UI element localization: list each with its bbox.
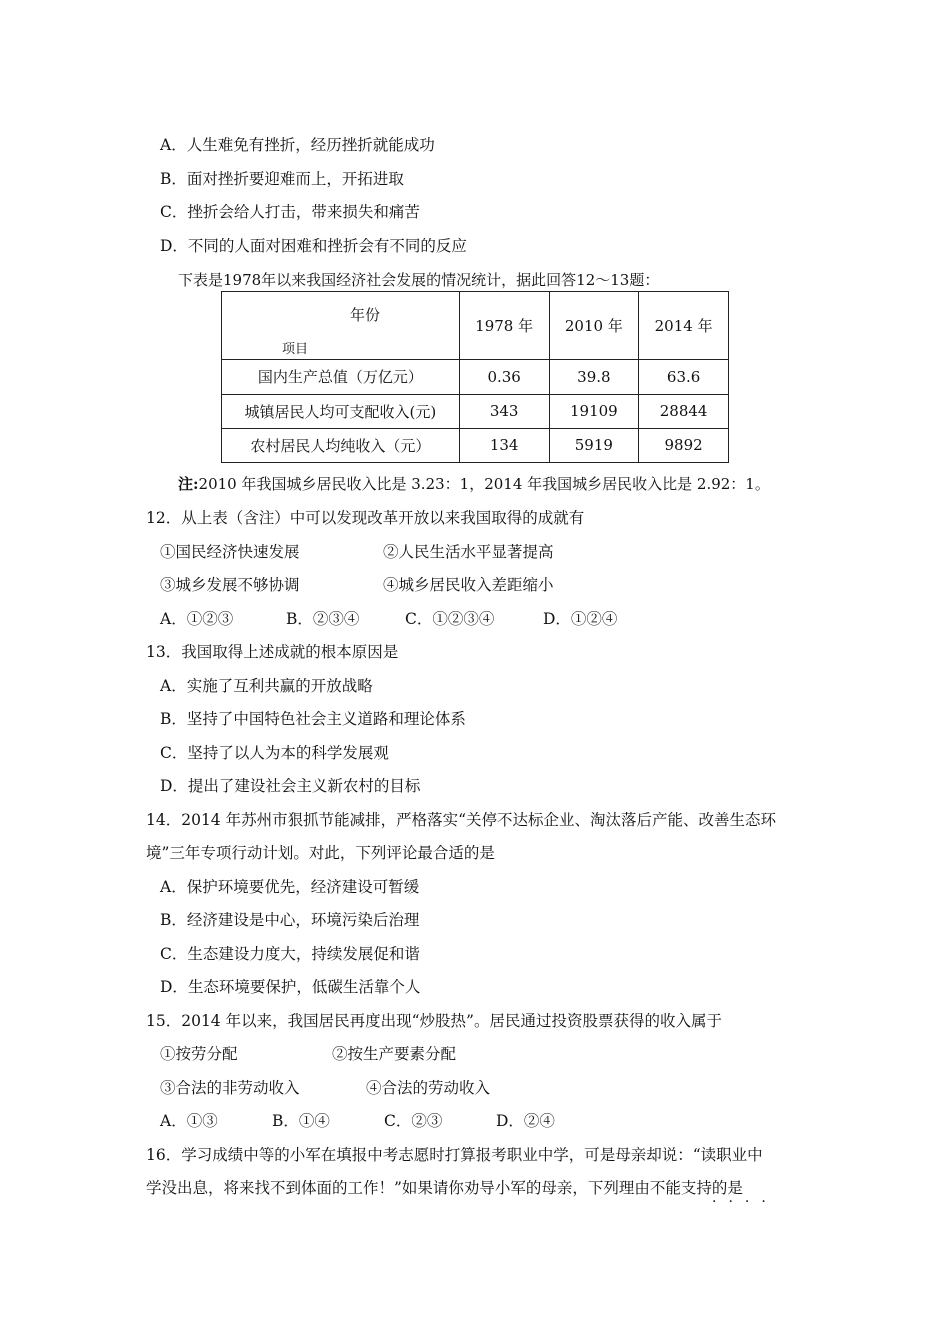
q15-stem: 15．2014 年以来，我国居民再度出现“炒股热”。居民通过投资股票获得的收入属于 bbox=[146, 1012, 722, 1030]
q13-option-a: A．实施了互利共赢的开放战略 bbox=[160, 677, 373, 695]
q11-option-d: D．不同的人面对困难和挫折会有不同的反应 bbox=[160, 237, 467, 255]
row-label: 农村居民人均纯收入（元） bbox=[222, 428, 460, 462]
table-row bbox=[222, 394, 729, 428]
q12-choice-d: D．①②④ bbox=[543, 610, 618, 628]
note-label: 注: bbox=[178, 475, 199, 493]
q14-option-a: A．保护环境要优先，经济建设可暂缓 bbox=[160, 878, 420, 896]
q13-option-c: C．坚持了以人为本的科学发展观 bbox=[160, 744, 389, 762]
q12-choice-b: B．②③④ bbox=[286, 610, 360, 628]
q11-option-a: A．人生难免有挫折，经历挫折就能成功 bbox=[160, 136, 435, 154]
q16-stem-line2: 学没出息，将来找不到体面的工作！”如果请你劝导小军的母亲，下列理由不能支持的是 bbox=[146, 1179, 743, 1197]
q12-choice-a: A．①②③ bbox=[160, 610, 234, 628]
q14-option-b: B．经济建设是中心，环境污染后治理 bbox=[160, 911, 420, 929]
table-cell: 39.8 bbox=[549, 360, 639, 394]
table-cell: 5919 bbox=[549, 428, 639, 462]
table-cell: 28844 bbox=[639, 394, 729, 428]
q13-stem: 13．我国取得上述成就的根本原因是 bbox=[146, 643, 399, 661]
table-note bbox=[178, 474, 770, 494]
q15-item-2: ②按生产要素分配 bbox=[332, 1045, 457, 1063]
year-header: 2014 年 bbox=[639, 292, 729, 360]
table-row bbox=[222, 360, 729, 394]
q14-stem-line1: 14．2014 年苏州市狠抓节能减排，严格落实“关停不达标企业、淘汰落后产能、改善生态环 bbox=[146, 811, 777, 829]
q15-choice-a: A．①③ bbox=[160, 1112, 218, 1130]
q15-item-1: ①按劳分配 bbox=[160, 1045, 238, 1063]
q15-choice-c: C．②③ bbox=[384, 1112, 443, 1130]
q11-option-c: C．挫折会给人打击，带来损失和痛苦 bbox=[160, 203, 420, 221]
table-corner-cell bbox=[222, 292, 460, 360]
row-label: 城镇居民人均可支配收入(元) bbox=[222, 394, 460, 428]
table-intro: 下表是1978年以来我国经济社会发展的情况统计，据此回答12～13题： bbox=[178, 271, 660, 289]
year-header: 1978 年 bbox=[459, 292, 549, 360]
q12-stem: 12．从上表（含注）中可以发现改革开放以来我国取得的成就有 bbox=[146, 509, 585, 527]
corner-year-label: 年份 bbox=[350, 306, 381, 324]
q14-option-d: D．生态环境要保护，低碳生活靠个人 bbox=[160, 978, 421, 996]
q12-item-2: ②人民生活水平显著提高 bbox=[383, 543, 554, 561]
q15-item-3: ③合法的非劳动收入 bbox=[160, 1079, 300, 1097]
note-text: 2010 年我国城乡居民收入比是 3.23：1，2014 年我国城乡居民收入比是 2.92：1。 bbox=[198, 475, 770, 493]
q15-item-4: ④合法的劳动收入 bbox=[366, 1079, 491, 1097]
q11-option-b: B．面对挫折要迎难而上，开拓进取 bbox=[160, 170, 404, 188]
q14-option-c: C．生态建设力度大，持续发展促和谐 bbox=[160, 945, 420, 963]
emphasis-dots: ···· bbox=[712, 1194, 778, 1210]
table-cell: 134 bbox=[459, 428, 549, 462]
q15-choice-d: D．②④ bbox=[496, 1112, 555, 1130]
q14-stem-line2: 境”三年专项行动计划。对此，下列评论最合适的是 bbox=[146, 844, 495, 862]
q15-choice-b: B．①④ bbox=[272, 1112, 330, 1130]
q12-choice-c: C．①②③④ bbox=[405, 610, 495, 628]
q12-item-3: ③城乡发展不够协调 bbox=[160, 576, 300, 594]
table-cell: 343 bbox=[459, 394, 549, 428]
statistics-table bbox=[221, 291, 729, 463]
q16-stem-line1: 16．学习成绩中等的小军在填报中考志愿时打算报考职业中学，可是母亲却说：“读职业中 bbox=[146, 1146, 763, 1164]
table-cell: 9892 bbox=[639, 428, 729, 462]
q13-option-d: D．提出了建设社会主义新农村的目标 bbox=[160, 777, 421, 795]
row-label: 国内生产总值（万亿元） bbox=[222, 360, 460, 394]
table-cell: 63.6 bbox=[639, 360, 729, 394]
q13-option-b: B．坚持了中国特色社会主义道路和理论体系 bbox=[160, 710, 466, 728]
corner-item-label: 项目 bbox=[282, 342, 309, 357]
q12-item-4: ④城乡居民收入差距缩小 bbox=[383, 576, 554, 594]
table-row bbox=[222, 428, 729, 462]
q12-item-1: ①国民经济快速发展 bbox=[160, 543, 300, 561]
table-cell: 19109 bbox=[549, 394, 639, 428]
table-cell: 0.36 bbox=[459, 360, 549, 394]
year-header: 2010 年 bbox=[549, 292, 639, 360]
